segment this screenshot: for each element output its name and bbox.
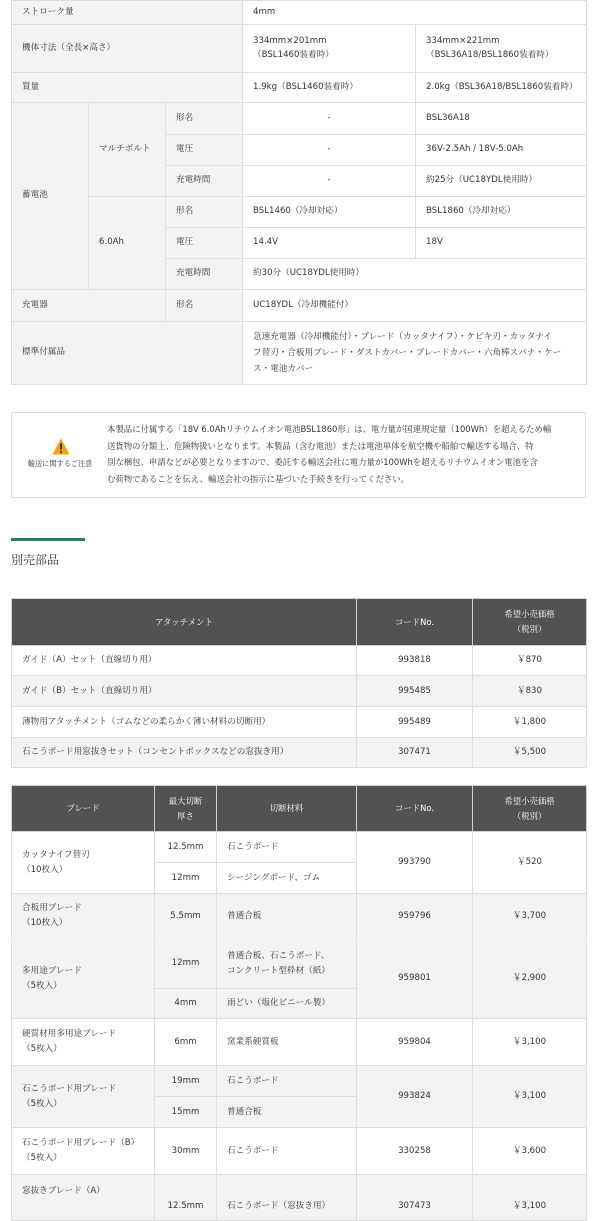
- blade-material: 窯業系硬質板: [217, 1019, 357, 1066]
- material-line: コンクリート型枠材（紙）: [227, 965, 330, 976]
- spec-label: 形名: [166, 197, 243, 228]
- blade-name-line: 石こうボード用ブレード（B）: [22, 1138, 140, 1148]
- spec-value: -: [243, 166, 416, 197]
- attachment-name: ガイド（A）セット（直線切り用）: [12, 646, 357, 676]
- table-row: [12, 894, 587, 939]
- table-row: [12, 738, 587, 768]
- spec-row-mv-model: [12, 103, 587, 135]
- notice-line: 別な梱包、申請などが必要となりますので、委託する輸送会社に電力量が100Whを超えるリチウムイオン電池を含: [107, 457, 538, 467]
- notice-label: 輸送に関するご注意: [27, 459, 93, 468]
- blade-thickness: 12mm: [155, 939, 217, 989]
- blade-pack: （10枚入）: [22, 918, 68, 928]
- spec-value: 36V-2.5Ah / 18V-5.0Ah: [416, 135, 587, 166]
- attachment-name: ガイド（B）セット（直線切り用）: [12, 676, 357, 707]
- blade-code: 993824: [357, 1066, 473, 1128]
- blade-material: 普通合板: [217, 1097, 357, 1128]
- attachment-price: ￥870: [473, 646, 587, 676]
- price-header-line: 希望小売価格: [504, 795, 555, 806]
- spec-row-charger: [12, 290, 587, 322]
- blade-pack: （10枚入）: [22, 864, 68, 875]
- attachment-code: 307471: [357, 738, 473, 768]
- attachment-price: ￥1,800: [473, 707, 587, 738]
- blade-thickness: 19mm: [155, 1066, 217, 1097]
- table-header: [12, 599, 587, 646]
- blade-material: 石こうボード（窓抜き用）: [217, 1175, 357, 1221]
- size-note-2: （BSL36A18/BSL1860装着時）: [426, 49, 554, 60]
- blade-name: [12, 832, 155, 894]
- blades-table: [11, 785, 587, 1221]
- spec-table: [11, 0, 587, 385]
- col-header-code: コードNo.: [357, 786, 473, 832]
- blade-name-line: カッタナイフ替刃: [22, 849, 90, 860]
- table-row: [12, 1019, 587, 1066]
- ah6-label: 6.0Ah: [89, 197, 166, 290]
- blade-price: ￥2,900: [473, 939, 587, 1019]
- spec-row-6ah-model: [12, 197, 587, 228]
- spec-label: 形名: [166, 290, 243, 322]
- spec-value: UC18YDL（冷却機能付）: [243, 290, 587, 322]
- warning-icon: [52, 438, 70, 455]
- spec-label: 形名: [166, 103, 243, 135]
- spec-value: 14.4V: [243, 228, 416, 259]
- size-value-2: 334mm×221mm: [426, 36, 500, 47]
- blade-name-line: 石こうボード用ブレード: [22, 1083, 117, 1094]
- blade-name: [12, 1128, 155, 1175]
- notice-line: 送貨物の分類上、危険物扱いとなります。本製品（含む電池）または電池単体を航空機や船舶で輸送する場合、特: [107, 440, 534, 451]
- spec-row-stroke: [12, 1, 587, 25]
- accessories-line: フ替刃・合板用ブレード・ダストカバー・ブレードカバー・六角棒スパナ・ケー: [253, 348, 562, 358]
- blade-name: 窓抜きブレード（A）: [12, 1175, 155, 1221]
- blade-code: 330258: [357, 1128, 473, 1175]
- blade-price: ￥3,600: [473, 1128, 587, 1175]
- spec-row-size: [12, 25, 587, 73]
- size-value-1: 334mm×201mm: [253, 36, 327, 47]
- blade-price: ￥520: [473, 832, 587, 894]
- spec-label: 充電器: [12, 290, 166, 322]
- spec-value: -: [243, 135, 416, 166]
- blade-code: 959801: [357, 939, 473, 1019]
- blade-name: [12, 939, 155, 1019]
- size-note-1: （BSL1460装着時）: [253, 49, 334, 60]
- blade-material: 普通合板: [217, 894, 357, 939]
- blade-price: ￥3,100: [473, 1175, 587, 1221]
- material-line: 普通合板、石こうボード、: [227, 950, 330, 961]
- spec-label: 電圧: [166, 228, 243, 259]
- blade-material: 雨どい（塩化ビニール製）: [217, 989, 357, 1019]
- table-row: [12, 1128, 587, 1175]
- spec-label: 標準付属品: [12, 322, 243, 385]
- table-row: [12, 646, 587, 676]
- blade-code: 959804: [357, 1019, 473, 1066]
- attachment-code: 995485: [357, 676, 473, 707]
- spec-value: -: [243, 103, 416, 135]
- blade-material: [217, 939, 357, 989]
- section-title: 別売部品: [11, 553, 60, 567]
- blade-pack: （5枚入）: [22, 1153, 62, 1163]
- price-header-line: （税別）: [512, 810, 547, 821]
- spec-value: 約25分（UC18YDL使用時）: [416, 166, 587, 197]
- blade-name: [12, 1066, 155, 1128]
- accessories-line: 急速充電器（冷却機能付）・ブレード（カッタナイフ）・ケビキ刃・カッタナイ: [253, 332, 552, 342]
- blade-pack: （5枚入）: [22, 1044, 62, 1054]
- spec-value: 1.9kg（BSL1460装着時）: [243, 73, 416, 103]
- accessories-line: ス・電池カバー: [253, 364, 314, 374]
- table-row: [12, 1066, 587, 1097]
- blade-name: [12, 894, 155, 939]
- spec-label: ストローク量: [12, 1, 243, 25]
- blade-pack: （5枚入）: [22, 980, 62, 991]
- multivolt-label: マルチボルト: [89, 103, 166, 197]
- blade-material: シージングボード、ゴム: [217, 863, 357, 894]
- blade-price: ￥3,700: [473, 894, 587, 939]
- spec-label: 機体寸法（全長×高さ）: [12, 25, 243, 73]
- price-header-line: （税別）: [512, 624, 547, 634]
- blade-thickness: 15mm: [155, 1097, 217, 1128]
- blade-code: 993790: [357, 832, 473, 894]
- table-row: [12, 1175, 587, 1221]
- spec-value: [243, 322, 587, 385]
- attachment-name: 石こうボード用窓抜きセット（コンセントボックスなどの窓抜き用）: [12, 738, 357, 768]
- blade-thickness: 12mm: [155, 863, 217, 894]
- blade-thickness: 5.5mm: [155, 894, 217, 939]
- attachment-code: 995489: [357, 707, 473, 738]
- spec-value: BSL36A18: [416, 103, 587, 135]
- blade-name-line: 多用途ブレード: [22, 965, 82, 976]
- col-header-thickness: [155, 786, 217, 832]
- col-header-code: コードNo.: [357, 599, 473, 646]
- blade-thickness: 4mm: [155, 989, 217, 1019]
- col-header-attachment: アタッチメント: [12, 599, 357, 646]
- spec-value: 2.0kg（BSL36A18/BSL1860装着時）: [416, 73, 587, 103]
- col-header-material: 切断材料: [217, 786, 357, 832]
- attachment-price: ￥830: [473, 676, 587, 707]
- spec-row-accessories: [12, 322, 587, 385]
- blade-code: 959796: [357, 894, 473, 939]
- blade-name: [12, 1019, 155, 1066]
- attachment-code: 993818: [357, 646, 473, 676]
- blade-thickness: 6mm: [155, 1019, 217, 1066]
- spec-value: 4mm: [243, 1, 587, 25]
- spec-label: 電圧: [166, 135, 243, 166]
- spec-row-mass: [12, 73, 587, 103]
- blade-material: 石こうボード: [217, 832, 357, 863]
- table-row: [12, 939, 587, 989]
- spec-value: [243, 25, 416, 73]
- notice-text: [107, 421, 577, 487]
- col-header-blade: ブレード: [12, 786, 155, 832]
- spec-value: BSL1460（冷却対応）: [243, 197, 416, 228]
- section-accent-line: [11, 538, 85, 541]
- attachment-name: 薄物用アタッチメント（ゴムなどの柔らかく薄い材料の切断用）: [12, 707, 357, 738]
- table-row: [12, 832, 587, 863]
- spec-label: 質量: [12, 73, 243, 103]
- table-header: [12, 786, 587, 832]
- blade-name-line: 合板用ブレード: [22, 903, 82, 913]
- blade-pack: （5枚入）: [22, 1098, 62, 1109]
- attachment-price: ￥5,500: [473, 738, 587, 768]
- spec-value: [416, 25, 587, 73]
- spec-value: 約30分（UC18YDL使用時）: [243, 259, 587, 290]
- spec-value: 18V: [416, 228, 587, 259]
- thickness-header-line: 最大切断: [168, 795, 203, 806]
- blade-thickness: 12.5mm: [155, 832, 217, 863]
- blade-thickness: 30mm: [155, 1128, 217, 1175]
- blade-code: 307473: [357, 1175, 473, 1221]
- spec-label: 充電時間: [166, 166, 243, 197]
- blade-price: ￥3,100: [473, 1019, 587, 1066]
- blade-material: 石こうボード: [217, 1066, 357, 1097]
- price-header-line: 希望小売価格: [504, 609, 555, 619]
- col-header-price: [473, 786, 587, 832]
- battery-label: 蓄電池: [12, 103, 89, 290]
- spec-value: BSL1860（冷却対応）: [416, 197, 587, 228]
- col-header-price: [473, 599, 587, 646]
- blade-price: ￥3,100: [473, 1066, 587, 1128]
- spec-label: 充電時間: [166, 259, 243, 290]
- blade-material: 石こうボード: [217, 1128, 357, 1175]
- table-row: [12, 676, 587, 707]
- notice-line: む荷物であることを伝え、輸送会社の指示に基づいた手続きを行ってください。: [107, 473, 410, 484]
- thickness-header-line: 厚さ: [177, 810, 194, 821]
- notice-line: 本製品に付属する「18V 6.0Ahリチウムイオン電池BSL1860形」は、電力量が国連規定量（100Wh）を超えるため輸: [107, 424, 552, 434]
- blade-name-line: 硬質材用多用途ブレード: [22, 1029, 117, 1039]
- blade-thickness: 12.5mm: [155, 1175, 217, 1221]
- table-row: [12, 707, 587, 738]
- attachments-table: [11, 598, 587, 768]
